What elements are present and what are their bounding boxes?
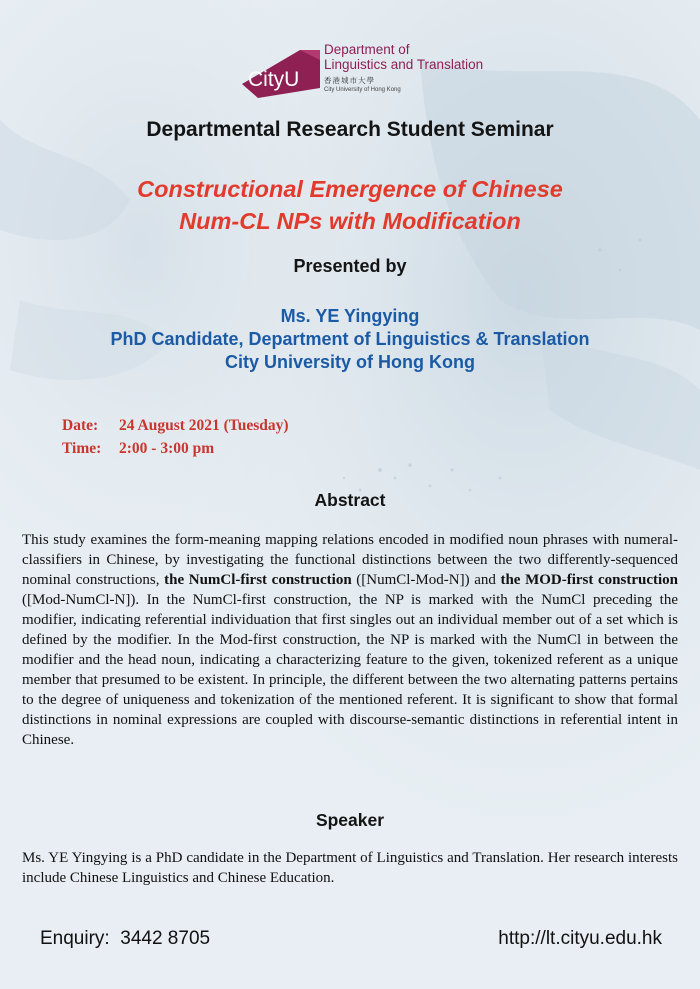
seminar-type-heading: Departmental Research Student Seminar [146,118,554,141]
speaker-name: Ms. YE Yingying [280,306,420,326]
university-name: City University of Hong Kong [324,87,401,93]
talk-title [0,173,700,237]
speaker-affiliation: City University of Hong Kong [224,352,475,372]
abstract-text-part-2: ([NumCl-Mod-N]) and [351,572,501,588]
speaker-heading: Speaker [315,810,385,830]
abstract-heading: Abstract [314,490,386,510]
talk-title-line-1: Constructional Emergence of Chinese [137,176,563,202]
speaker-block [0,305,700,374]
abstract-bold-numcl-first: the NumCl-first construction [164,572,352,588]
website-url: http://lt.cityu.edu.hk [498,928,662,949]
date-row [62,417,289,435]
time-label: Time: [62,440,102,457]
cityu-wordmark: CityU [248,68,300,91]
logo-text [324,42,483,93]
speaker-bio: Ms. YE Yingying is a PhD candidate in the Department of Linguistics and Translation. Her research interests include Chinese Linguistics and Chinese Education. [22,850,678,886]
date-value: 24 August 2021 (Tuesday) [119,417,289,434]
time-value: 2:00 - 3:00 pm [119,440,215,457]
chinese-university-name: 香港城市大學 [324,76,375,85]
presented-by-label: Presented by [293,256,407,276]
date-label: Date: [62,417,99,434]
cityu-logo-mark-icon [236,40,326,102]
abstract-text-part-3: ([Mod-NumCl-N]). In the NumCl-first construction, the NP is marked with the NumCl preceding the modifier, indicating referential individuation that first singles out an individual member out of a set which is defined by the modifier. In the Mod-first construction, the NP is marked with the NumCl in between the modifier and the head noun, indicating a characterizing feature to the given, tokenized referent as a unique member that presumed to be existent. In principle, the different between the two alternating patterns pertains to the degree of uniqueness and tokenization of the mentioned referent. It is significant to show that formal distinctions in nominal expressions are coupled with discourse-semantic distinctions in referential intent in Chinese. [22,592,678,748]
enquiry [40,928,210,950]
abstract-bold-mod-first: the MOD-first construction [500,572,678,588]
cityu-logo [236,40,496,102]
enquiry-label: Enquiry: [40,928,110,949]
dept-line-2: Linguistics and Translation [324,57,484,72]
enquiry-phone: 3442 8705 [120,928,211,949]
abstract-text-part-1: This study examines the form-meaning mapping relations encoded in modified noun phrases with numeral-classifiers in Chinese, by investigating the functional distinctions between the two differently-sequenced nominal constructions, [22,532,678,588]
time-row [62,440,214,458]
abstract-text [22,530,678,750]
dept-line-1: Department of [324,42,410,57]
talk-title-line-2: Num-CL NPs with Modification [179,208,521,234]
speaker-role: PhD Candidate, Department of Linguistics & Translation [110,329,590,349]
